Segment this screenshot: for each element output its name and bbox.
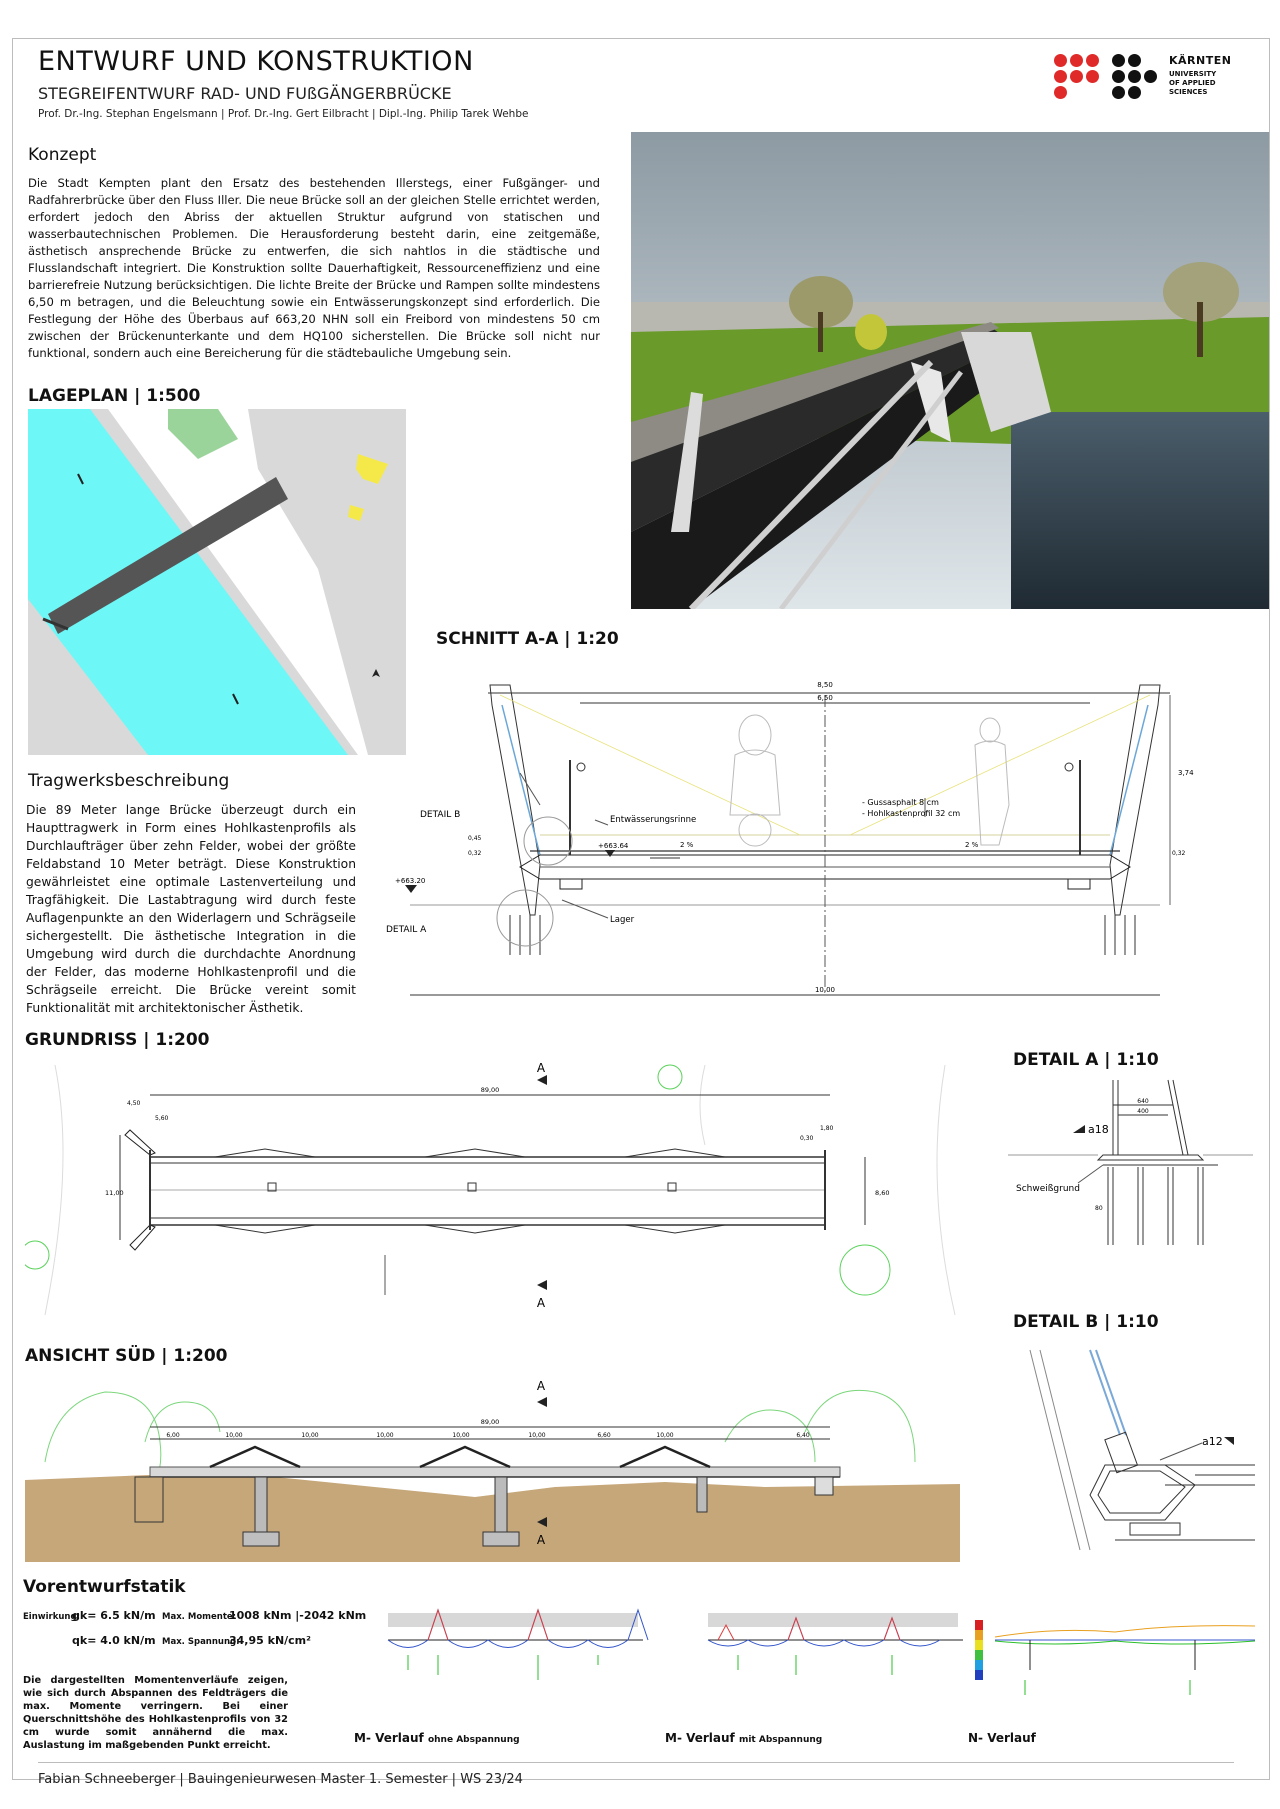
span-dim: 10,00 <box>301 1432 319 1439</box>
grundriss-section-mark-bottom: A <box>536 1296 546 1310</box>
statik-spannung-label: Max. Spannung: <box>162 1637 240 1647</box>
detail-b-weld: a12 <box>1202 1435 1223 1448</box>
logo-line2: OF APPLIED <box>1169 79 1216 87</box>
poster-subtitle: STEGREIFENTWURF RAD- UND FUßGÄNGERBRÜCKE <box>38 84 452 103</box>
poster-title: ENTWURF UND KONSTRUKTION <box>38 46 474 77</box>
statik-spannung-value: 34,95 kN/cm² <box>229 1634 311 1647</box>
statik-momente-label: Max. Momente: <box>162 1612 237 1622</box>
statik-gk: gk= 6.5 kN/m <box>72 1609 156 1622</box>
span-dim: 10,00 <box>376 1432 394 1439</box>
grundriss-heading: GRUNDRISS | 1:200 <box>25 1030 210 1050</box>
grundriss-drawing <box>25 1055 995 1320</box>
span-dim: 6,40 <box>796 1432 810 1439</box>
slope-right: 2 % <box>965 841 979 849</box>
lageplan-drawing <box>28 409 406 755</box>
konzept-text: Die Stadt Kempten plant den Ersatz des bestehenden Illerstegs, einer Fußgänger- und Radfahrerbrücke über den Fluss Iller. Die neue Brücke soll an der gleichen Stelle errichtet werden, erfordert jedoch den Abriss der aktuellen Struktur aufgrund von statischen und wasserbautechnischen Problemen. Die Herausforderung besteht darin, eine zeitgemäße, ästhetisch ansprechende Brücke zu entwerfen, die sich nahtlos in die städtische und Flusslandschaft integriert. Die Konstruktion sollte Dauerhaftigkeit, Ressourceneffizienz und eine barrierefreie Nutzung berücksichtigen. Die lichte Breite der Brücke und Rampen sollte mindestens 6,50 m betragen, und die Beleuchtung sowie ein Entwässerungskonzept sind erforderlich. Die Festlegung der Höhe des Überbaus auf 663,20 NHN soll ein Freibord von mindestens 50 cm zwischen der Brückenunterkante und dem HQ100 sicherstellen. Die Brücke soll nicht nur funktional, sondern auch eine Bereicherung für die städtebauliche Umgebung sein. <box>28 176 600 360</box>
detail-a-weld: a18 <box>1088 1123 1109 1136</box>
dim-left-2: 0,32 <box>468 850 482 857</box>
moment-diagram-1 <box>368 1595 658 1725</box>
ansicht-dim-total: 89,00 <box>480 1418 500 1426</box>
label-detail-a: DETAIL A <box>386 925 427 935</box>
lageplan-heading: LAGEPLAN | 1:500 <box>28 386 201 406</box>
label-lager: Lager <box>610 915 635 925</box>
footer-text: Fabian Schneeberger | Bauingenieurwesen Master 1. Semester | WS 23/24 <box>38 1772 523 1787</box>
statik-qk: qk= 4.0 kN/m <box>72 1634 156 1647</box>
ansicht-section-mark-bottom: A <box>536 1533 546 1547</box>
detail-b-heading: DETAIL B | 1:10 <box>1013 1312 1159 1332</box>
grundriss-dim-d: 0,30 <box>800 1135 814 1142</box>
dim-right-2: 0,32 <box>1172 850 1186 857</box>
statik-caption-1 <box>354 1731 520 1745</box>
layer-2: - Hohlkastenprofil 32 cm <box>862 809 961 818</box>
university-logo <box>1054 54 1254 104</box>
layer-1: - Gussasphalt 8 cm <box>862 798 939 807</box>
statik-einwirkung-label: Einwirkung: <box>23 1612 80 1622</box>
detail-a-dim1: 640 <box>1137 1098 1149 1105</box>
grundriss-dim-left: 11,00 <box>105 1189 124 1197</box>
ansicht-heading: ANSICHT SÜD | 1:200 <box>25 1346 228 1366</box>
statik-heading: Vorentwurfstatik <box>23 1577 186 1597</box>
poster-authors: Prof. Dr.-Ing. Stephan Engelsmann | Prof. Dr.-Ing. Gert Eilbracht | Dipl.-Ing. Philip Tarek Wehbe <box>38 108 529 120</box>
statik-text: Die dargestellten Momentenverläufe zeigen, wie sich durch Abspannen des Feldträgers die max. Momente verringern. Bei einer Querschnittshöhe des Hohlkastenprofils von 32 cm wurde somit annähernd die max. Auslastung im maßgebenden Punkt erreicht. <box>23 1675 288 1751</box>
bridge-render-image <box>631 132 1269 609</box>
statik-caption-2 <box>665 1731 822 1745</box>
grundriss-dim-width: 8,60 <box>875 1189 890 1197</box>
tragwerk-heading: Tragwerksbeschreibung <box>28 771 230 791</box>
label-rinne: Entwässerungsrinne <box>610 815 697 825</box>
detail-b-drawing <box>1010 1345 1260 1555</box>
schnitt-drawing <box>380 655 1200 1025</box>
footer-divider <box>38 1762 1234 1763</box>
level-water: +663.20 <box>395 877 426 885</box>
detail-a-drawing <box>1008 1075 1258 1260</box>
schnitt-heading: SCHNITT A-A | 1:20 <box>436 629 619 649</box>
dim-left-1: 0,45 <box>468 835 482 842</box>
dim-top-total: 8,50 <box>817 681 833 689</box>
tragwerk-text: Die 89 Meter lange Brücke überzeugt durch ein Haupttragwerk in Form eines Hohlkastenprofils als Durchlaufträger über zehn Felder, wobei der größte Feldabstand 10 Meter beträgt. Diese Konstruktion gewährleistet eine optimale Lastenverteilung und Tragfähigkeit. Die Lastabtragung wird durch feste Auflagenpunkte an den Widerlagern und Schrägseile sichergestellt. Die ästhetische Integration in die Umgebung wird durch die durchdachte Anordnung der Felder, das moderne Hohlkastenprofil und die Schrägseile erreicht. Die Brücke vereint somit Funktionalität mit architektonischer Ästhetik. <box>26 803 356 1015</box>
logo-name: KÄRNTEN <box>1169 54 1232 67</box>
span-dim: 10,00 <box>225 1432 243 1439</box>
logo-line3: SCIENCES <box>1169 88 1208 96</box>
statik-caption-2-main: M- Verlauf <box>665 1731 735 1745</box>
ansicht-drawing <box>25 1372 960 1562</box>
grundriss-dim-a: 4,50 <box>127 1100 141 1107</box>
statik-caption-2-small: mit Abspannung <box>738 1735 823 1745</box>
span-dim: 10,00 <box>656 1432 674 1439</box>
grundriss-dim-c: 1,80 <box>820 1125 834 1132</box>
statik-caption-1-main: M- Verlauf <box>354 1731 424 1745</box>
detail-a-dim3: 80 <box>1095 1205 1103 1212</box>
dim-right-height: 3,74 <box>1178 769 1194 777</box>
span-dim: 6,60 <box>597 1432 611 1439</box>
grundriss-dim-total: 89,00 <box>480 1086 500 1094</box>
label-detail-b: DETAIL B <box>420 810 461 820</box>
konzept-heading: Konzept <box>28 145 97 165</box>
dim-bottom: 10,00 <box>814 986 836 994</box>
detail-a-heading: DETAIL A | 1:10 <box>1013 1050 1159 1070</box>
normal-force-diagram <box>965 1595 1260 1725</box>
ansicht-section-mark-top: A <box>536 1379 546 1393</box>
level-deck: +663.64 <box>598 842 629 850</box>
span-dim: 6,00 <box>166 1432 180 1439</box>
grundriss-section-mark-top: A <box>536 1061 546 1075</box>
dim-top-clear: 6,50 <box>817 694 833 702</box>
statik-caption-1-small: ohne Abspannung <box>427 1735 520 1745</box>
moment-diagram-2 <box>688 1595 978 1725</box>
span-dim: 10,00 <box>528 1432 546 1439</box>
statik-caption-3: N- Verlauf <box>968 1731 1036 1745</box>
span-dim: 10,00 <box>452 1432 470 1439</box>
slope-left: 2 % <box>680 841 694 849</box>
detail-a-dim2: 400 <box>1137 1108 1149 1115</box>
statik-momente-value: 1008 kNm |-2042 kNm <box>229 1609 367 1622</box>
detail-a-label: Schweißgrund <box>1016 1184 1080 1194</box>
grundriss-dim-b: 5,60 <box>155 1115 169 1122</box>
logo-line1: UNIVERSITY <box>1169 70 1217 78</box>
